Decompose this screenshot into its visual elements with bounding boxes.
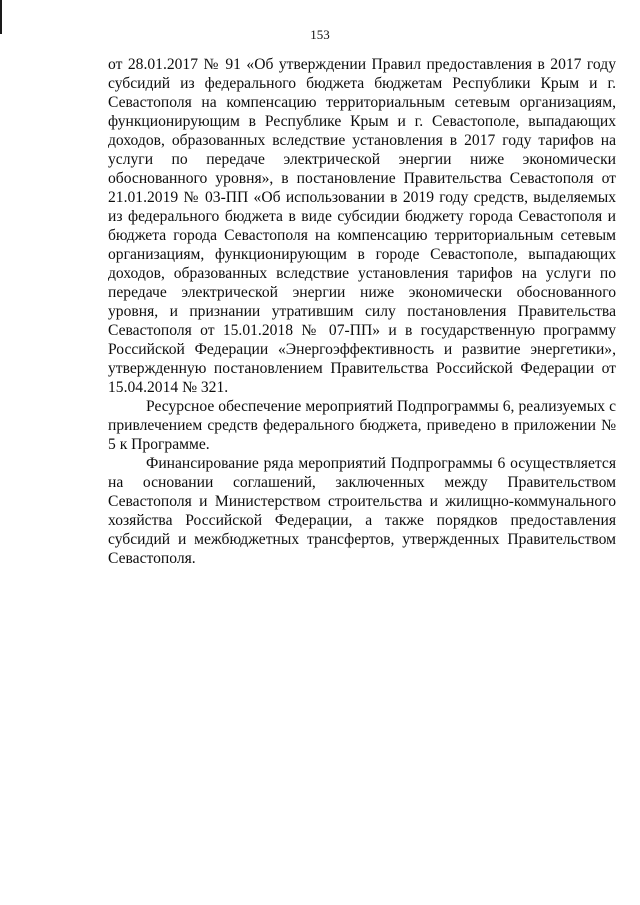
paragraph-resource-provision: Ресурсное обеспечение мероприятий Подпрограммы 6, реализуемых с привлечением средств федерального бюджета, приведено в приложении № 5 к Программе. bbox=[108, 398, 616, 453]
paragraph-financing: Финансирование ряда мероприятий Подпрограммы 6 осуществляется на основании соглашений, заключенных между Правительством Севастополя и Министерством строительства и жилищно-коммунального хозяйства Российской Федерации, а также порядков предоставления субсидий и межбюджетных трансфертов, утвержденных Правительством Севастополя. bbox=[108, 455, 616, 567]
page-number: 153 bbox=[310, 27, 330, 42]
body-text bbox=[108, 55, 616, 568]
paragraph-continuation: от 28.01.2017 № 91 «Об утверждении Правил предоставления в 2017 году субсидий из федерального бюджета бюджетам Республики Крым и г. Севастополя на компенсацию территориальным сетевым организациям, функционирующим в Республике Крым и г. Севастополе, выпадающих доходов, образованных вследствие установления в 2017 году тарифов на услуги по передаче электрической энергии ниже экономически обоснованного уровня», в постановление Правительства Севастополя от 21.01.2019 № 03-ПП «Об использовании в 2019 году средств, выделяемых из федерального бюджета в виде субсидии бюджету города Севастополя и бюджета города Севастополя на компенсацию территориальным сетевым организациям, функционирующим в городе Севастополе, выпадающих доходов, образованных вследствие установления тарифов на услуги по передаче электрической энергии ниже экономически обоснованного уровня, и признании утратившим силу постановления Правительства Севастополя от 15.01.2018 № 07-ПП» и в государственную программу Российской Федерации «Энергоэффективность и развитие энергетики», утвержденную постановлением Правительства Российской Федерации от 15.04.2014 № 321. bbox=[108, 56, 616, 396]
